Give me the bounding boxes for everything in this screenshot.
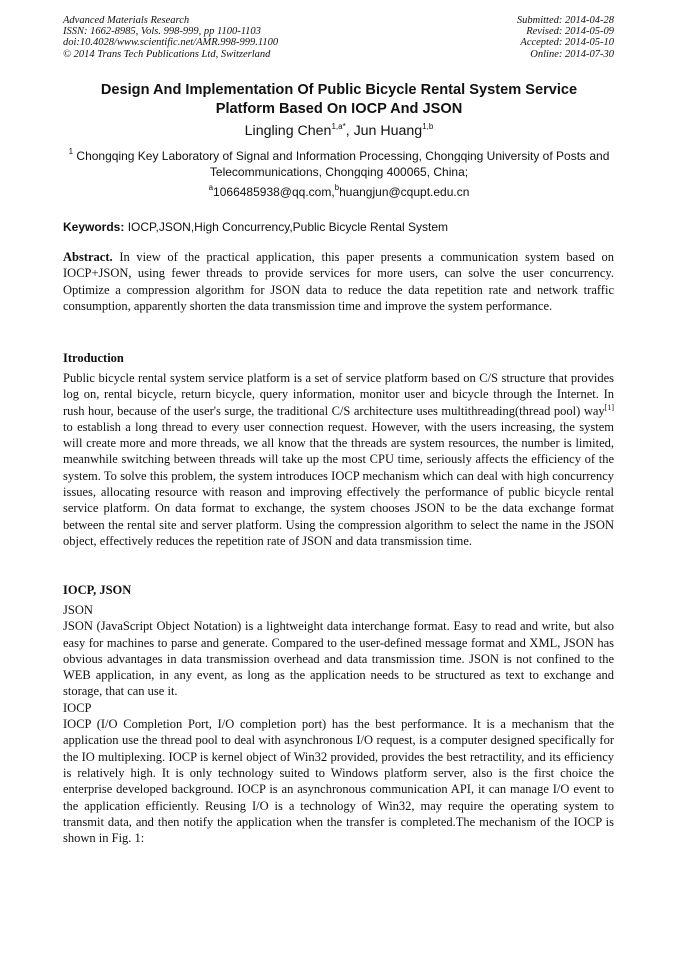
publication-dates [517,15,614,60]
intro-text-1: Public bicycle rental system service platform is a set of service platform based on C/S structure that provides log on, rental bicycle, return bicycle, query information, monitor user and bicycle through the Internet. In rush hour, because of the user's surge, the traditional C/S architecture uses multithreading(thread pool) way [63,371,614,418]
date-accepted: Accepted: 2014-05-10 [520,37,614,49]
date-online: Online: 2014-07-30 [530,48,614,60]
author-emails [62,184,616,200]
journal-name: Advanced Materials Research [63,15,190,26]
journal-copyright: © 2014 Trans Tech Publications Ltd, Switzerland [63,48,271,60]
abstract-text: In view of the practical application, this paper presents a communication system based on IOCP+JSON, using fewer threads to provide services for more users, can solve the user concurrency. Optimize a compression algorithm for JSON data to reduce the data repetition rate and network traffic consumption, apparently shorten the data transmission time and improve the system performance. [63,250,614,313]
json-paragraph: JSON (JavaScript Object Notation) is a lightweight data interchange format. Easy to read and write, but also easy for machines to parse and generate. Compared to the user-defined message format and XML, JSON has obvious advantages in data transmission overhead and data transmission time. JSON is not confined to the WEB application, in any event, as long as the application needs to be structured as text to exchange and storage, that can use it. [63,619,614,699]
journal-issn: ISSN: 1662-8985, Vols. 998-999, pp 1100-1103 [63,26,261,38]
paper-title [60,81,618,118]
intro-text-2: to establish a long thread to every user connection request. However, with the users increasing, the system will create more and more threads, we all know that the threads are system resources, the number is limited, meanwhile switching between threads will take up the most CPU time, seriously affects the efficiency of the system. To solve this problem, the system introduces IOCP mechanism which can deal with high concurrency issues, allocating resource with reason and improving effectively the performance of public bicycle rental service platform. On data format to exchange, the system chooses JSON to be the data exchange format between the rental site and server platform. Using the compression algorithm to select the name in the JSON object, effectively reduces the repetition rate of JSON and data transmission time. [63,419,614,548]
title-line-2: Platform Based On IOCP And JSON [215,100,463,117]
email-a-link[interactable]: 1066485938@qq.com, [213,185,335,199]
author-list [60,122,618,140]
author-1-affil: 1,a* [331,122,346,131]
email-a-mark: a [208,183,214,192]
abstract [63,249,614,314]
email-b-link[interactable]: huangjun@cqupt.edu.cn [339,185,470,199]
iocp-json-heading: IOCP, JSON [63,583,132,597]
introduction-heading: Itroduction [63,351,124,365]
iocp-subheading: IOCP [63,700,92,715]
abstract-label: Abstract. [63,250,113,264]
iocp-json-body [63,602,614,846]
author-1: Lingling Chen [244,123,332,139]
affiliation-number: 1 [68,147,74,156]
affiliation [62,148,616,180]
keywords-text: IOCP,JSON,High Concurrency,Public Bicycle Rental System [127,220,449,234]
date-revised: Revised: 2014-05-09 [526,26,614,38]
journal-doi[interactable]: doi:10.4028/www.scientific.net/AMR.998-999.1100 [63,37,279,49]
affiliation-text: Chongqing Key Laboratory of Signal and Information Processing, Chongqing University of Posts and Telecommunications, Chongqing 400065, China; [76,149,610,179]
json-subheading: JSON [63,603,93,617]
author-2: Jun Huang [353,123,423,139]
author-2-affil: 1,b [422,122,434,131]
introduction-body [63,370,614,549]
email-b-mark: b [334,183,340,192]
journal-info [63,15,278,60]
author-separator: , [345,123,354,139]
keywords [63,219,615,235]
title-line-1: Design And Implementation Of Public Bicycle Rental System Service [100,82,578,98]
keywords-label: Keywords: [63,220,125,234]
date-submitted: Submitted: 2014-04-28 [516,15,614,26]
iocp-paragraph: IOCP (I/O Completion Port, I/O completion port) has the best performance. It is a mechanism that the application use the thread pool to deal with asynchronous I/O request, is a computer designed specifically for the IO multiplexing. IOCP is kernel object of Win32 provided, provides the best retractility, and its efficiency is relatively high. It is only technology suited to Windows platform server, also is the first choice the enterprise developed background. IOCP is an asynchronous communication API, it can manage I/O event to the application efficiently. Reusing I/O is a technology of Win32, may require the operating system to transmit data, and then notify the application when the transfer is completed.The mechanism of the IOCP is shown in Fig. 1: [63,717,614,846]
reference-1[interactable]: [1] [604,402,614,412]
